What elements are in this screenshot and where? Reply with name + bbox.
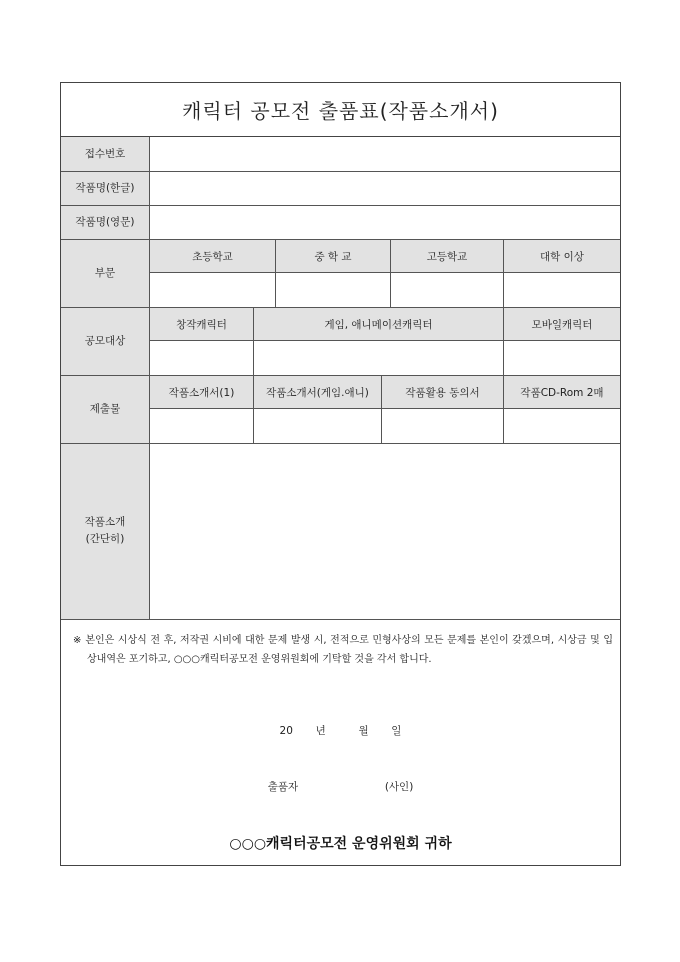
introduction-label: 작품소개 (간단히): [61, 443, 149, 619]
submission-cdrom-field[interactable]: [504, 409, 620, 443]
divider: [61, 307, 620, 308]
submission-header-consent: 작품활용 동의서: [382, 376, 503, 408]
submissions-label: 제출물: [61, 375, 149, 443]
divider: [61, 619, 620, 620]
division-label: 부문: [61, 239, 149, 307]
applicant-line: [61, 779, 620, 794]
category-game-animation-field[interactable]: [254, 341, 503, 375]
signature-label: (사인): [384, 781, 414, 793]
form-title: 캐릭터 공모전 출품표(작품소개서): [61, 83, 620, 137]
date-year: 20: [279, 725, 293, 737]
category-header-mobile: 모바일캐릭터: [504, 308, 620, 340]
division-header-middle: 중 학 교: [276, 240, 390, 272]
divider: [149, 340, 620, 341]
divider: [61, 205, 620, 206]
category-mobile-field[interactable]: [504, 341, 620, 375]
division-high-field[interactable]: [391, 273, 503, 307]
recipient-footer: ○○○캐릭터공모전 운영위원회 귀하: [229, 836, 452, 852]
submission-intro1-field[interactable]: [150, 409, 253, 443]
division-middle-field[interactable]: [276, 273, 390, 307]
introduction-field[interactable]: [150, 444, 620, 619]
category-header-game-animation: 게임, 애니메이션캐릭터: [254, 308, 503, 340]
reception-number-field[interactable]: [150, 138, 620, 171]
divider: [61, 375, 620, 376]
submission-header-intro1: 작품소개서(1): [150, 376, 253, 408]
divider: [253, 307, 254, 443]
submission-header-intro-game: 작품소개서(게임.애니): [254, 376, 381, 408]
divider: [275, 239, 276, 307]
submission-consent-field[interactable]: [382, 409, 503, 443]
division-header-elementary: 초등학교: [150, 240, 275, 272]
divider: [61, 443, 620, 444]
divider: [149, 137, 150, 619]
category-original-field[interactable]: [150, 341, 253, 375]
title-korean-label: 작품명(한글): [61, 171, 149, 205]
date-line: [61, 723, 620, 738]
divider: [61, 171, 620, 172]
division-elementary-field[interactable]: [150, 273, 275, 307]
title-english-field[interactable]: [150, 206, 620, 239]
date-month-unit: 월: [358, 725, 369, 737]
pledge-notice: ※ 본인은 시상식 전 후, 저작권 시비에 대한 문제 발생 시, 전적으로 민형사상의 모든 문제를 본인이 갖겠으며, 시상금 및 입상내역은 포기하고, ○○○캐릭터공모전 운영위원회에 기탁할 것을 각서 합니다.: [73, 635, 613, 665]
divider: [149, 408, 620, 409]
title-english-label: 작품명(영문): [61, 205, 149, 239]
division-header-high: 고등학교: [391, 240, 503, 272]
date-year-unit: 년: [315, 725, 326, 737]
divider: [61, 239, 620, 240]
divider: [390, 239, 391, 307]
category-label: 공모대상: [61, 307, 149, 375]
division-university-field[interactable]: [504, 273, 620, 307]
date-day-unit: 일: [391, 725, 402, 737]
reception-number-label: 접수번호: [61, 137, 149, 171]
division-header-university: 대학 이상: [504, 240, 620, 272]
category-header-original: 창작캐릭터: [150, 308, 253, 340]
submission-intro-game-field[interactable]: [254, 409, 381, 443]
title-korean-field[interactable]: [150, 172, 620, 205]
divider: [381, 375, 382, 443]
divider: [149, 272, 620, 273]
applicant-label: 출품자: [267, 781, 299, 793]
entry-form: [60, 82, 621, 866]
divider: [503, 239, 504, 443]
submission-header-cdrom: 작품CD-Rom 2매: [504, 376, 620, 408]
